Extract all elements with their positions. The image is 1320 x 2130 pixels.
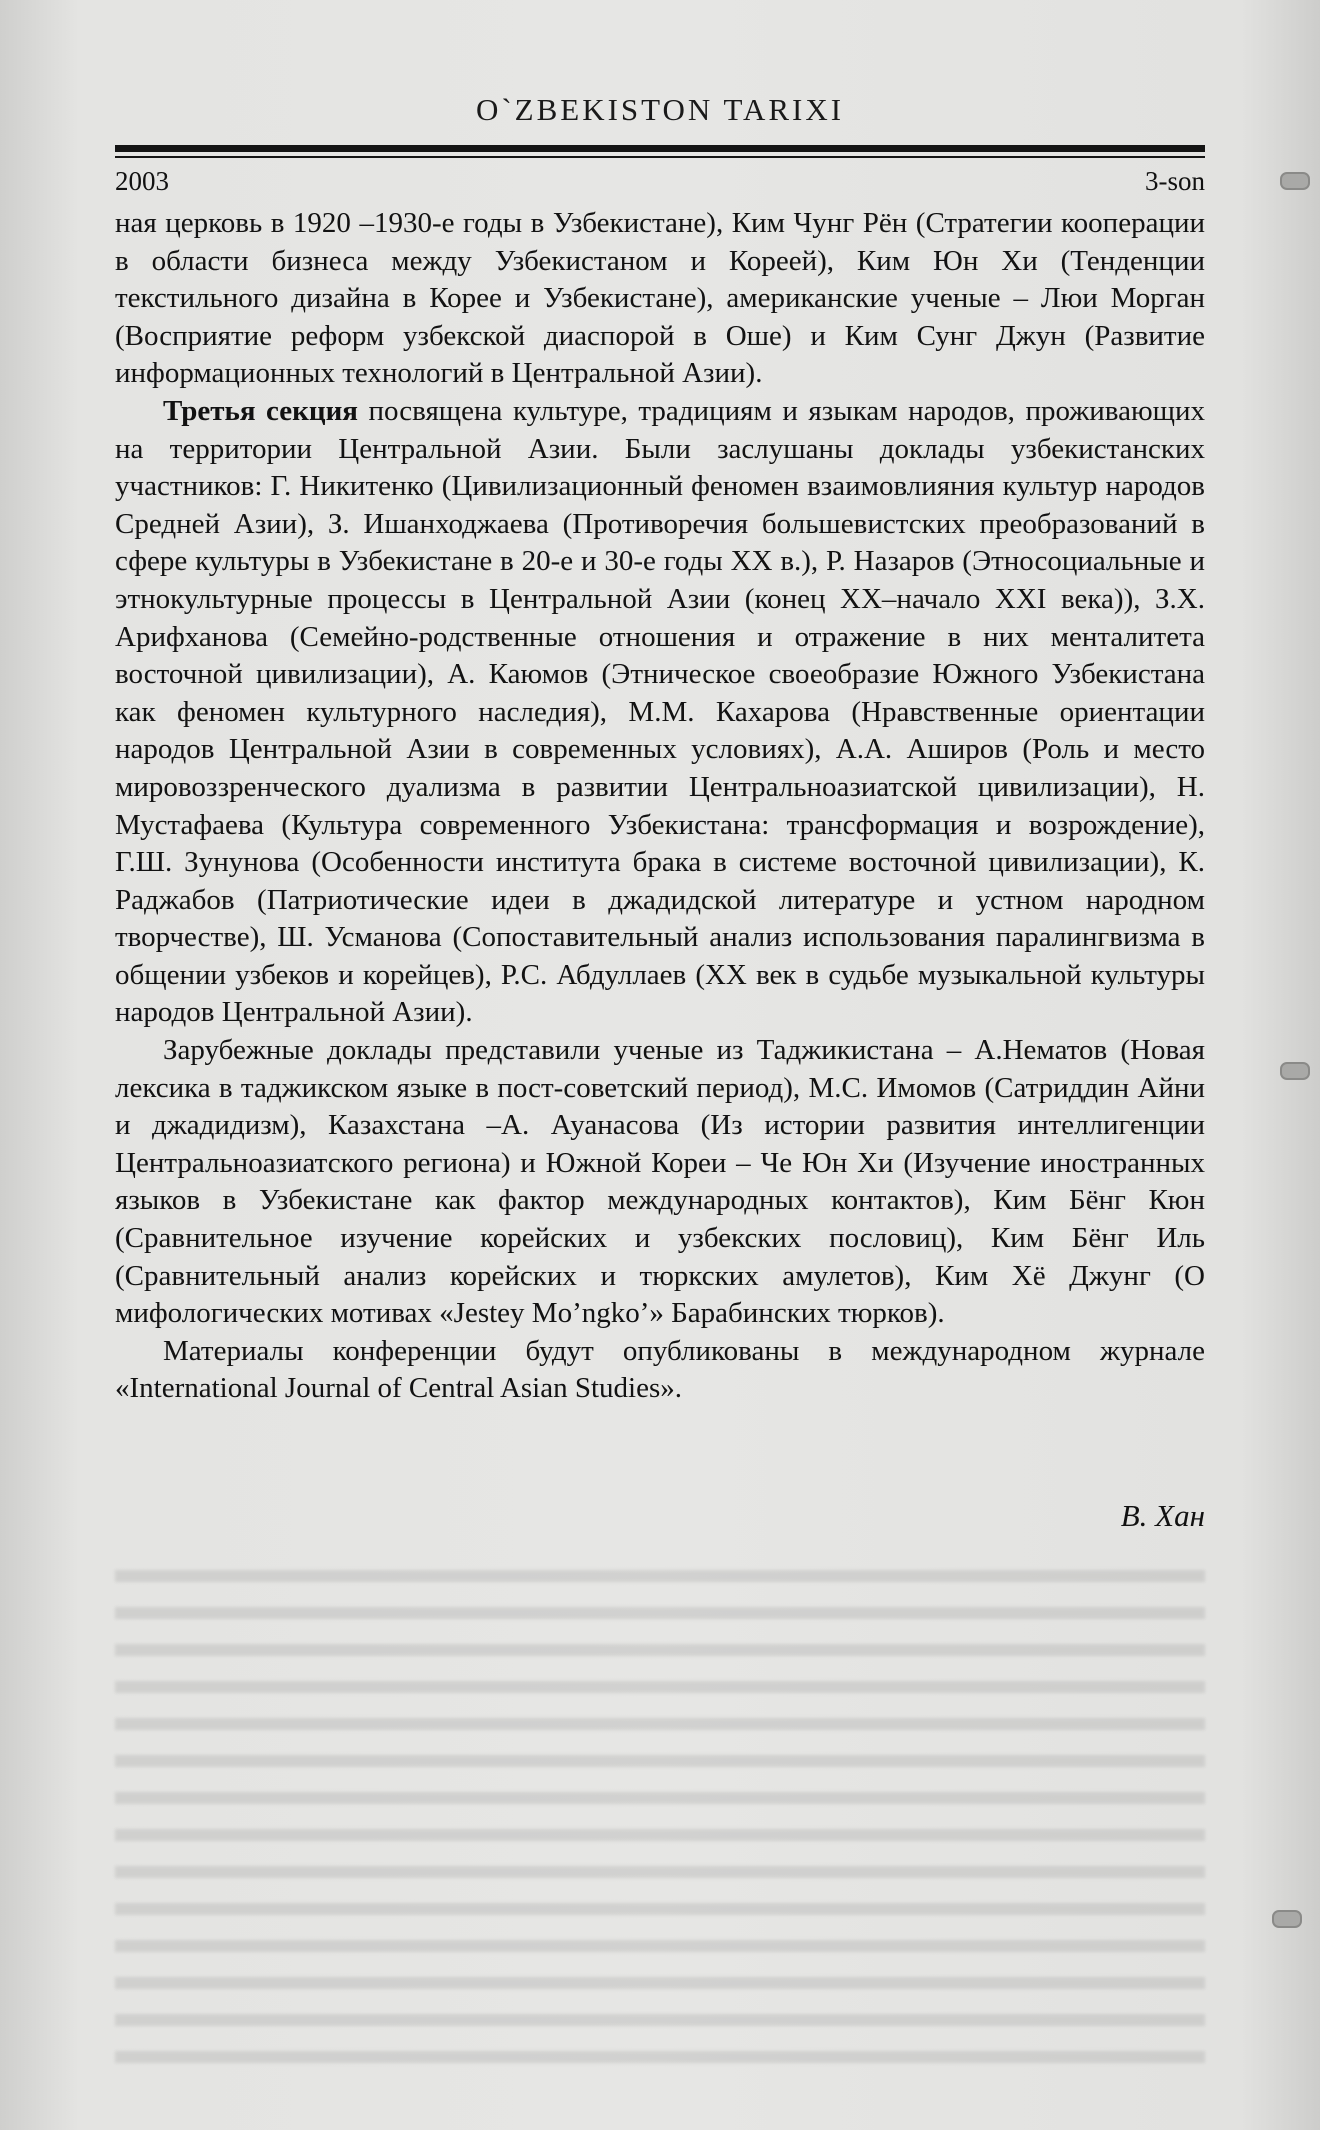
paragraph-1: ная церковь в 1920 –1930-е годы в Узбекистане), Ким Чунг Рён (Стратегии кооперации в области бизнеса между Узбекистаном и Кореей), Ким Юн Хи (Тенденции текстильного дизайна в Корее и Узбекистане), американские ученые – Люи Морган (Восприятие реформ узбекской диаспорой в Оше) и Ким Сунг Джун (Развитие информационных технологий в Центральной Азии).	[115, 207, 1205, 390]
binding-clip-icon	[1272, 1910, 1302, 1928]
binding-clip-icon	[1280, 1062, 1310, 1080]
author-signature: В. Хан	[1120, 1498, 1205, 1533]
header-rule-thick	[115, 145, 1205, 152]
paragraph-2	[115, 393, 1205, 1032]
issue-label: 3-son	[1145, 166, 1205, 196]
issue-meta-row	[115, 166, 1205, 202]
binding-clip-icon	[1280, 172, 1310, 190]
section-heading-bold: Третья секция	[163, 394, 358, 427]
year-label: 2003	[115, 166, 169, 196]
bleed-through-texture	[115, 1552, 1205, 2072]
paragraph-2-text: посвящена культуре, традициям и языкам народов, проживающих на территории Центральной Азии. Были заслушаны доклады узбекистанских участников: Г. Никитенко (Цивилизационный феномен взаимовлияния культур народов Средней Азии), З. Ишанходжаева (Противоречия большевистских преобразований в сфере культуры в Узбекистане в 20-е и 30-е годы XX в.), Р. Назаров (Этносоциальные и этнокультурные процессы в Центральной Азии (конец XX–начало XXI века)), З.Х. Арифханова (Семейно-родственные отношения и отражение в них менталитета восточной цивилизации), А. Каюмов (Этническое своеобразие Южного Узбекистана как феномен культурного наследия), М.М. Кахарова (Нравственные ориентации народов Центральной Азии в современных условиях), А.А. Аширов (Роль и место мировоззренческого дуализма в развитии Центральноазиатской цивилизации), Н. Мустафаева (Культура современного Узбекистана: трансформация и возрождение), Г.Ш. Зунунова (Особенности института брака в системе восточной цивилизации), К. Раджабов (Патриотические идеи в джадидской литературе и устном народном творчестве), Ш. Усманова (Сопоставительный анализ использования паралингвизма в общении узбеков и корейцев), Р.С. Абдуллаев (XX век в судьбе музыкальной культуры народов Центральной Азии).	[115, 394, 1205, 1029]
paragraph-3: Зарубежные доклады представили ученые из Таджикистана – А.Нематов (Новая лексика в таджикском языке в пост-советский период), М.С. Имомов (Сатриддин Айни и джадидизм), Казахстана –А. Ауанасова (Из истории развития интеллигенции Центральноазиатского региона) и Южной Кореи – Че Юн Хи (Изучение иностранных языков в Узбекистане как фактор международных контактов), Ким Бёнг Кюн (Сравнительное изучение корейских и узбекских пословиц), Ким Бёнг Иль (Сравнительный анализ корейских и тюркских амулетов), Ким Хё Джунг (О мифологических мотивах «Jestey Mo’ngko’» Барабинских тюрков).	[115, 1034, 1205, 1330]
article-body	[115, 205, 1205, 1408]
header-rule-thin	[115, 156, 1205, 158]
journal-title: O`ZBEKISTON TARIXI	[475, 92, 845, 127]
paragraph-4: Материалы конференции будут опубликованы в международном журнале «International Journal of Central Asian Studies».	[115, 1334, 1205, 1405]
